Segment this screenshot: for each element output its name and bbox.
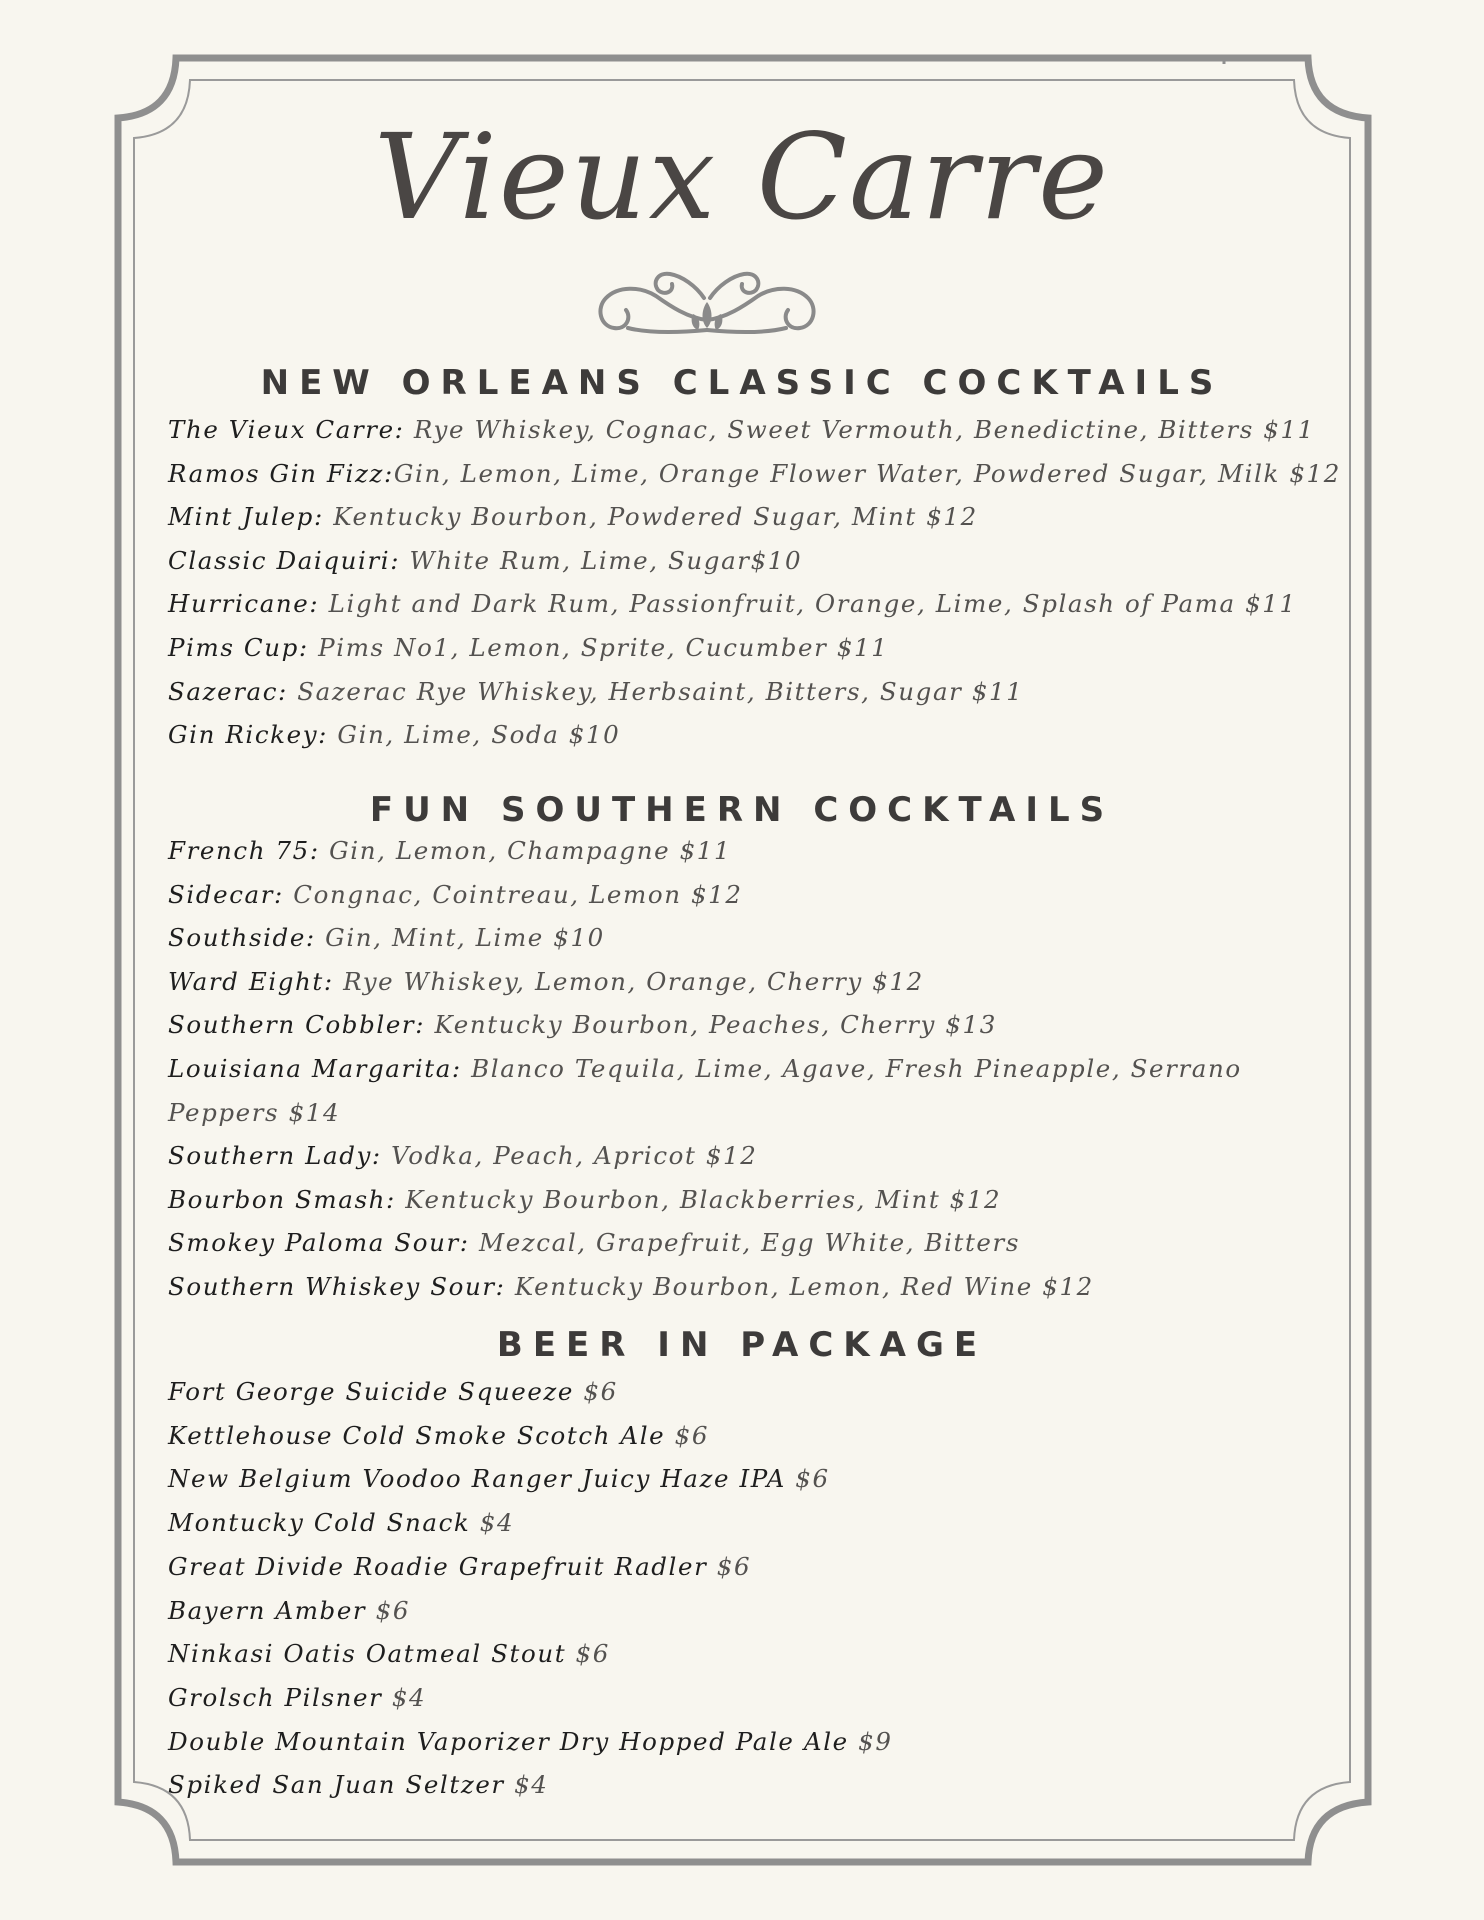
item-description: Pims No1, Lemon, Sprite, Cucumber $11	[308, 632, 889, 662]
list-item	[168, 1545, 1348, 1589]
list-item	[168, 1720, 1348, 1764]
item-price: $6	[665, 1420, 710, 1450]
list-item	[168, 1763, 1348, 1807]
item-description: Congnac, Cointreau, Lemon $12	[283, 879, 743, 909]
list-item	[168, 916, 1348, 960]
list-item	[168, 1265, 1348, 1309]
item-price: $6	[707, 1551, 752, 1581]
item-description: Light and Dark Rum, Passionfruit, Orange, Lime, Splash of Pama $11	[319, 589, 1297, 619]
section-heading-beer: BEER IN PACKAGE	[496, 1325, 988, 1365]
section-heading-southern: FUN SOUTHERN COCKTAILS	[369, 790, 1115, 830]
item-name: Bayern Amber	[168, 1595, 367, 1625]
item-name: The Vieux Carre:	[168, 415, 405, 444]
item-name: Classic Daiquiri:	[168, 545, 401, 575]
list-item	[168, 408, 1348, 452]
item-price: $4	[470, 1508, 515, 1538]
item-description: Vodka, Peach, Apricot $12	[381, 1141, 758, 1171]
item-description: Sazerac Rye Whiskey, Herbsaint, Bitters, Sugar $11	[287, 676, 1024, 706]
menu-title: Vieux Carre	[373, 108, 1111, 246]
item-name: Ramos Gin Fizz:	[168, 458, 394, 488]
item-price: $4	[504, 1770, 549, 1800]
list-item	[168, 1414, 1348, 1458]
southern-cocktail-list	[168, 829, 1348, 1309]
list-item	[168, 582, 1348, 626]
section-heading-classic: NEW ORLEANS CLASSIC COCKTAILS	[260, 363, 1224, 403]
item-name: Sidecar:	[168, 879, 284, 909]
item-name: Smokey Paloma Sour:	[168, 1228, 470, 1258]
item-name: Southern Whiskey Sour:	[168, 1271, 506, 1301]
item-description: Mezcal, Grapefruit, Egg White, Bitters	[469, 1228, 1021, 1258]
item-price: $9	[848, 1726, 893, 1756]
item-name: Kettlehouse Cold Smoke Scotch Ale	[168, 1420, 666, 1450]
list-item	[168, 1178, 1348, 1222]
item-description: Gin, Mint, Lime $10	[315, 923, 605, 953]
item-price: $4	[382, 1682, 427, 1712]
list-item	[168, 960, 1348, 1004]
item-name: Grolsch Pilsner	[168, 1682, 383, 1712]
item-name: Pims Cup:	[168, 632, 309, 662]
item-price: $6	[574, 1377, 618, 1406]
list-item	[168, 1589, 1348, 1633]
item-name: Ninkasi Oatis Oatmeal Stout	[168, 1639, 567, 1669]
classic-cocktail-list	[168, 408, 1348, 757]
list-item	[168, 873, 1348, 917]
item-description: Rye Whiskey, Lemon, Orange, Cherry $12	[333, 966, 924, 996]
list-item	[168, 1003, 1348, 1047]
item-description: Gin, Lime, Soda $10	[328, 720, 621, 750]
item-description: Kentucky Bourbon, Peaches, Cherry $13	[425, 1010, 997, 1040]
item-description: Kentucky Bourbon, Blackberries, Mint $12	[395, 1184, 1002, 1214]
item-name: Montucky Cold Snack	[168, 1508, 471, 1538]
list-item	[168, 1370, 1348, 1414]
item-name: Southern Cobbler:	[168, 1010, 426, 1040]
item-price: $6	[566, 1639, 610, 1669]
list-item	[168, 626, 1348, 670]
item-name: Louisiana Margarita:	[168, 1053, 462, 1083]
item-description: Gin, Lemon, Lime, Orange Flower Water, Powdered Sugar, Milk $12	[393, 458, 1341, 488]
flourish-ornament	[592, 258, 822, 348]
list-item	[168, 713, 1348, 757]
item-price: $6	[785, 1464, 830, 1494]
list-item	[168, 1047, 1248, 1134]
item-description: Gin, Lemon, Champagne $11	[319, 836, 732, 865]
list-item	[168, 1221, 1348, 1265]
item-name: Mint Julep:	[168, 502, 324, 532]
list-item	[168, 1632, 1348, 1676]
item-name: New Belgium Voodoo Ranger Juicy Haze IPA	[168, 1464, 786, 1494]
item-description: Kentucky Bourbon, Powdered Sugar, Mint $12	[323, 502, 978, 532]
item-name: Sazerac:	[168, 676, 288, 706]
item-description: Kentucky Bourbon, Lemon, Red Wine $12	[505, 1271, 1094, 1301]
item-name: Fort George Suicide Squeeze	[168, 1377, 575, 1406]
item-name: French 75:	[168, 836, 320, 865]
list-item	[168, 1457, 1348, 1501]
list-item	[168, 452, 1348, 496]
item-name: Southern Lady:	[168, 1141, 382, 1171]
item-name: Bourbon Smash:	[168, 1184, 396, 1214]
list-item	[168, 829, 1348, 873]
item-name: Spiked San Juan Seltzer	[168, 1770, 505, 1800]
item-description: Rye Whiskey, Cognac, Sweet Vermouth, Benedictine, Bitters $11	[404, 415, 1315, 444]
list-item	[168, 495, 1348, 539]
item-description: Blanco Tequila, Lime, Agave, Fresh Pineapple, Serrano Peppers $14	[168, 1053, 1242, 1127]
item-description: White Rum, Lime, Sugar$10	[400, 545, 803, 575]
list-item	[168, 539, 1348, 583]
list-item	[168, 1501, 1348, 1545]
list-item	[168, 1134, 1348, 1178]
beer-list	[168, 1370, 1348, 1807]
item-name: Southside:	[168, 923, 316, 953]
item-name: Hurricane:	[168, 589, 320, 619]
list-item	[168, 670, 1348, 714]
item-name: Great Divide Roadie Grapefruit Radler	[168, 1551, 708, 1581]
list-item	[168, 1676, 1348, 1720]
item-name: Gin Rickey:	[168, 720, 329, 750]
item-name: Ward Eight:	[168, 966, 334, 996]
item-name: Double Mountain Vaporizer Dry Hopped Pale Ale	[168, 1726, 849, 1756]
item-price: $6	[366, 1595, 411, 1625]
